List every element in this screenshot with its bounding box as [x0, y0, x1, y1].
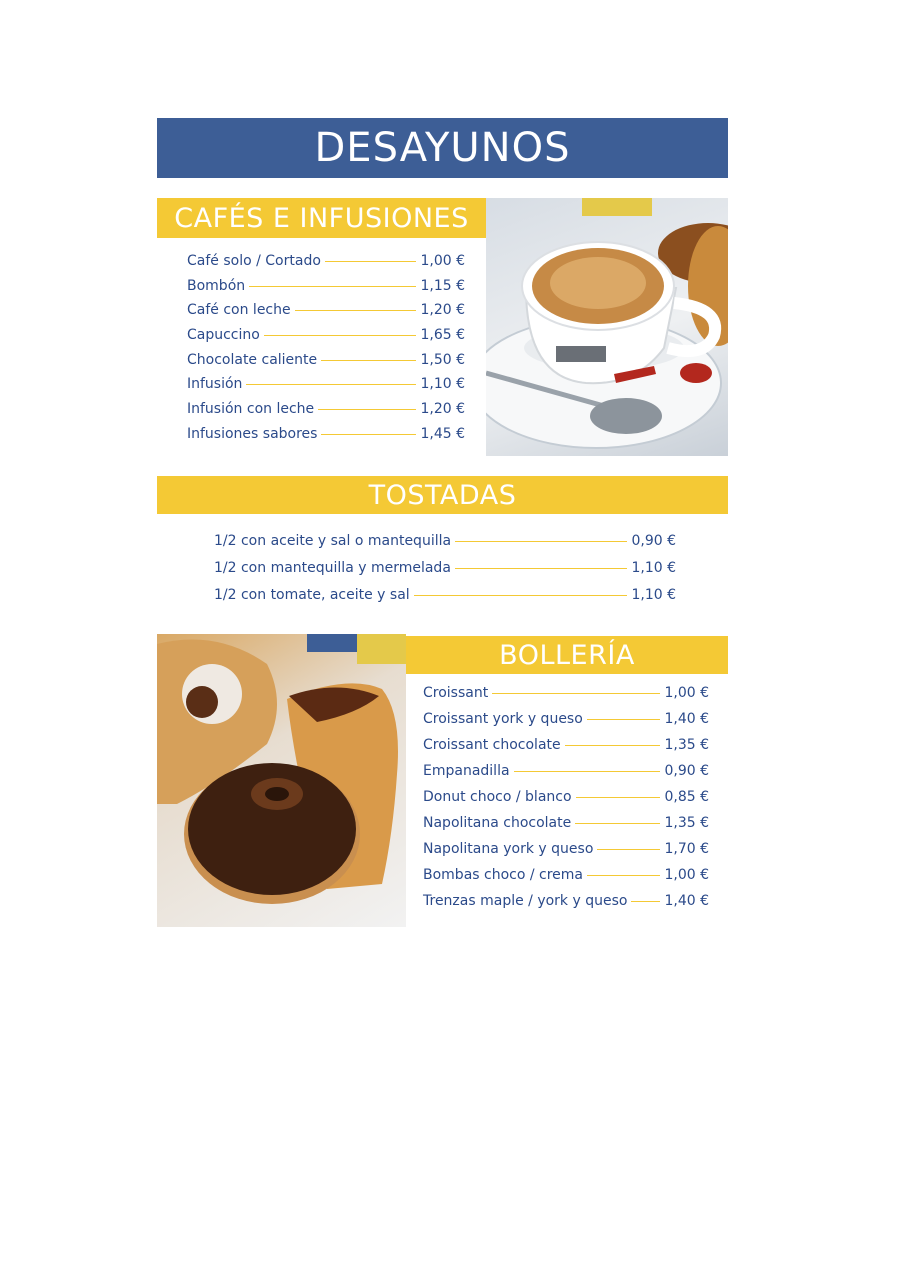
- item-price: 1,00 €: [420, 253, 465, 269]
- item-name: Infusión con leche: [187, 401, 315, 418]
- menu-title: DESAYUNOS: [314, 125, 571, 171]
- item-price: 0,90 €: [631, 533, 676, 549]
- item-name: Croissant york y queso: [423, 711, 583, 727]
- leader-line: [318, 409, 416, 410]
- menu-item: [423, 737, 709, 763]
- item-name: Café solo / Cortado: [187, 253, 321, 269]
- menu-item: [423, 789, 709, 815]
- menu-item: [187, 376, 465, 401]
- menu-item: [423, 867, 709, 893]
- item-price: 1,00 €: [664, 685, 709, 701]
- leader-line: [321, 434, 416, 435]
- item-name: Donut choco / blanco: [423, 789, 572, 805]
- item-name: Bombas choco / crema: [423, 867, 584, 883]
- menu-item: [187, 253, 465, 278]
- menu-item: [423, 711, 709, 737]
- item-name: Infusión: [187, 376, 243, 393]
- menu-title-bar: [157, 118, 728, 178]
- item-name: Napolitana york y queso: [423, 841, 594, 857]
- item-price: 1,15 €: [420, 277, 465, 294]
- item-price: 1,20 €: [420, 401, 465, 418]
- item-price: 1,45 €: [420, 425, 465, 442]
- menu-item: [187, 426, 465, 451]
- leader-line: [587, 719, 661, 720]
- menu-item: [214, 533, 676, 560]
- cafes-list: [187, 253, 465, 451]
- leader-line: [295, 310, 417, 311]
- leader-line: [597, 849, 660, 850]
- item-name: Empanadilla: [423, 763, 510, 779]
- section-header-tostadas: [157, 476, 728, 514]
- item-price: 1,65 €: [420, 327, 465, 344]
- menu-item: [187, 327, 465, 352]
- menu-item: [214, 587, 676, 614]
- item-price: 1,35 €: [664, 737, 709, 753]
- menu-item: [423, 763, 709, 789]
- leader-line: [576, 797, 661, 798]
- item-name: 1/2 con mantequilla y mermelada: [214, 560, 451, 576]
- coffee-photo: [486, 198, 728, 456]
- item-name: Bombón: [187, 277, 246, 294]
- menu-item: [187, 352, 465, 377]
- item-name: Infusiones sabores: [187, 425, 318, 442]
- section-header-bolleria: [406, 636, 728, 674]
- item-price: 0,90 €: [664, 763, 709, 779]
- leader-line: [575, 823, 660, 824]
- leader-line: [455, 541, 627, 542]
- section-title-bolleria: BOLLERÍA: [499, 639, 635, 671]
- item-name: Café con leche: [187, 302, 291, 319]
- item-price: 1,50 €: [420, 351, 465, 368]
- bolleria-list: [423, 685, 709, 919]
- item-name: 1/2 con aceite y sal o mantequilla: [214, 533, 452, 549]
- item-name: Capuccino: [187, 327, 260, 344]
- item-name: Croissant chocolate: [423, 737, 561, 753]
- leader-line: [321, 360, 416, 361]
- menu-item: [187, 401, 465, 426]
- menu-item: [187, 302, 465, 327]
- item-price: 1,70 €: [664, 841, 709, 857]
- item-price: 1,10 €: [631, 560, 676, 576]
- leader-line: [264, 335, 417, 336]
- item-price: 1,00 €: [664, 867, 709, 883]
- section-title-cafes: CAFÉS E INFUSIONES: [174, 202, 469, 234]
- menu-item: [187, 278, 465, 303]
- leader-line: [455, 568, 628, 569]
- item-price: 1,20 €: [420, 302, 465, 319]
- item-price: 1,10 €: [420, 376, 465, 393]
- item-name: 1/2 con tomate, aceite y sal: [214, 587, 410, 603]
- leader-line: [587, 875, 660, 876]
- menu-item: [423, 893, 709, 919]
- item-price: 1,35 €: [664, 815, 709, 831]
- item-price: 1,40 €: [664, 893, 709, 909]
- menu-item: [423, 685, 709, 711]
- leader-line: [249, 286, 416, 287]
- leader-line: [514, 771, 661, 772]
- leader-line: [246, 384, 416, 385]
- item-price: 1,10 €: [631, 587, 676, 603]
- leader-line: [565, 745, 661, 746]
- item-price: 1,40 €: [664, 711, 709, 727]
- section-title-tostadas: TOSTADAS: [368, 479, 517, 511]
- tostadas-list: [214, 533, 676, 614]
- item-name: Napolitana chocolate: [423, 815, 572, 831]
- menu-item: [214, 560, 676, 587]
- leader-line: [325, 261, 417, 262]
- leader-line: [492, 693, 660, 694]
- leader-line: [414, 595, 628, 596]
- section-header-cafes: [157, 198, 486, 238]
- item-name: Trenzas maple / york y queso: [423, 893, 628, 909]
- menu-item: [423, 815, 709, 841]
- item-name: Chocolate caliente: [187, 351, 318, 368]
- leader-line: [631, 901, 660, 902]
- pastry-photo: [157, 634, 406, 927]
- item-price: 0,85 €: [664, 789, 709, 805]
- menu-item: [423, 841, 709, 867]
- item-name: Croissant: [423, 685, 489, 701]
